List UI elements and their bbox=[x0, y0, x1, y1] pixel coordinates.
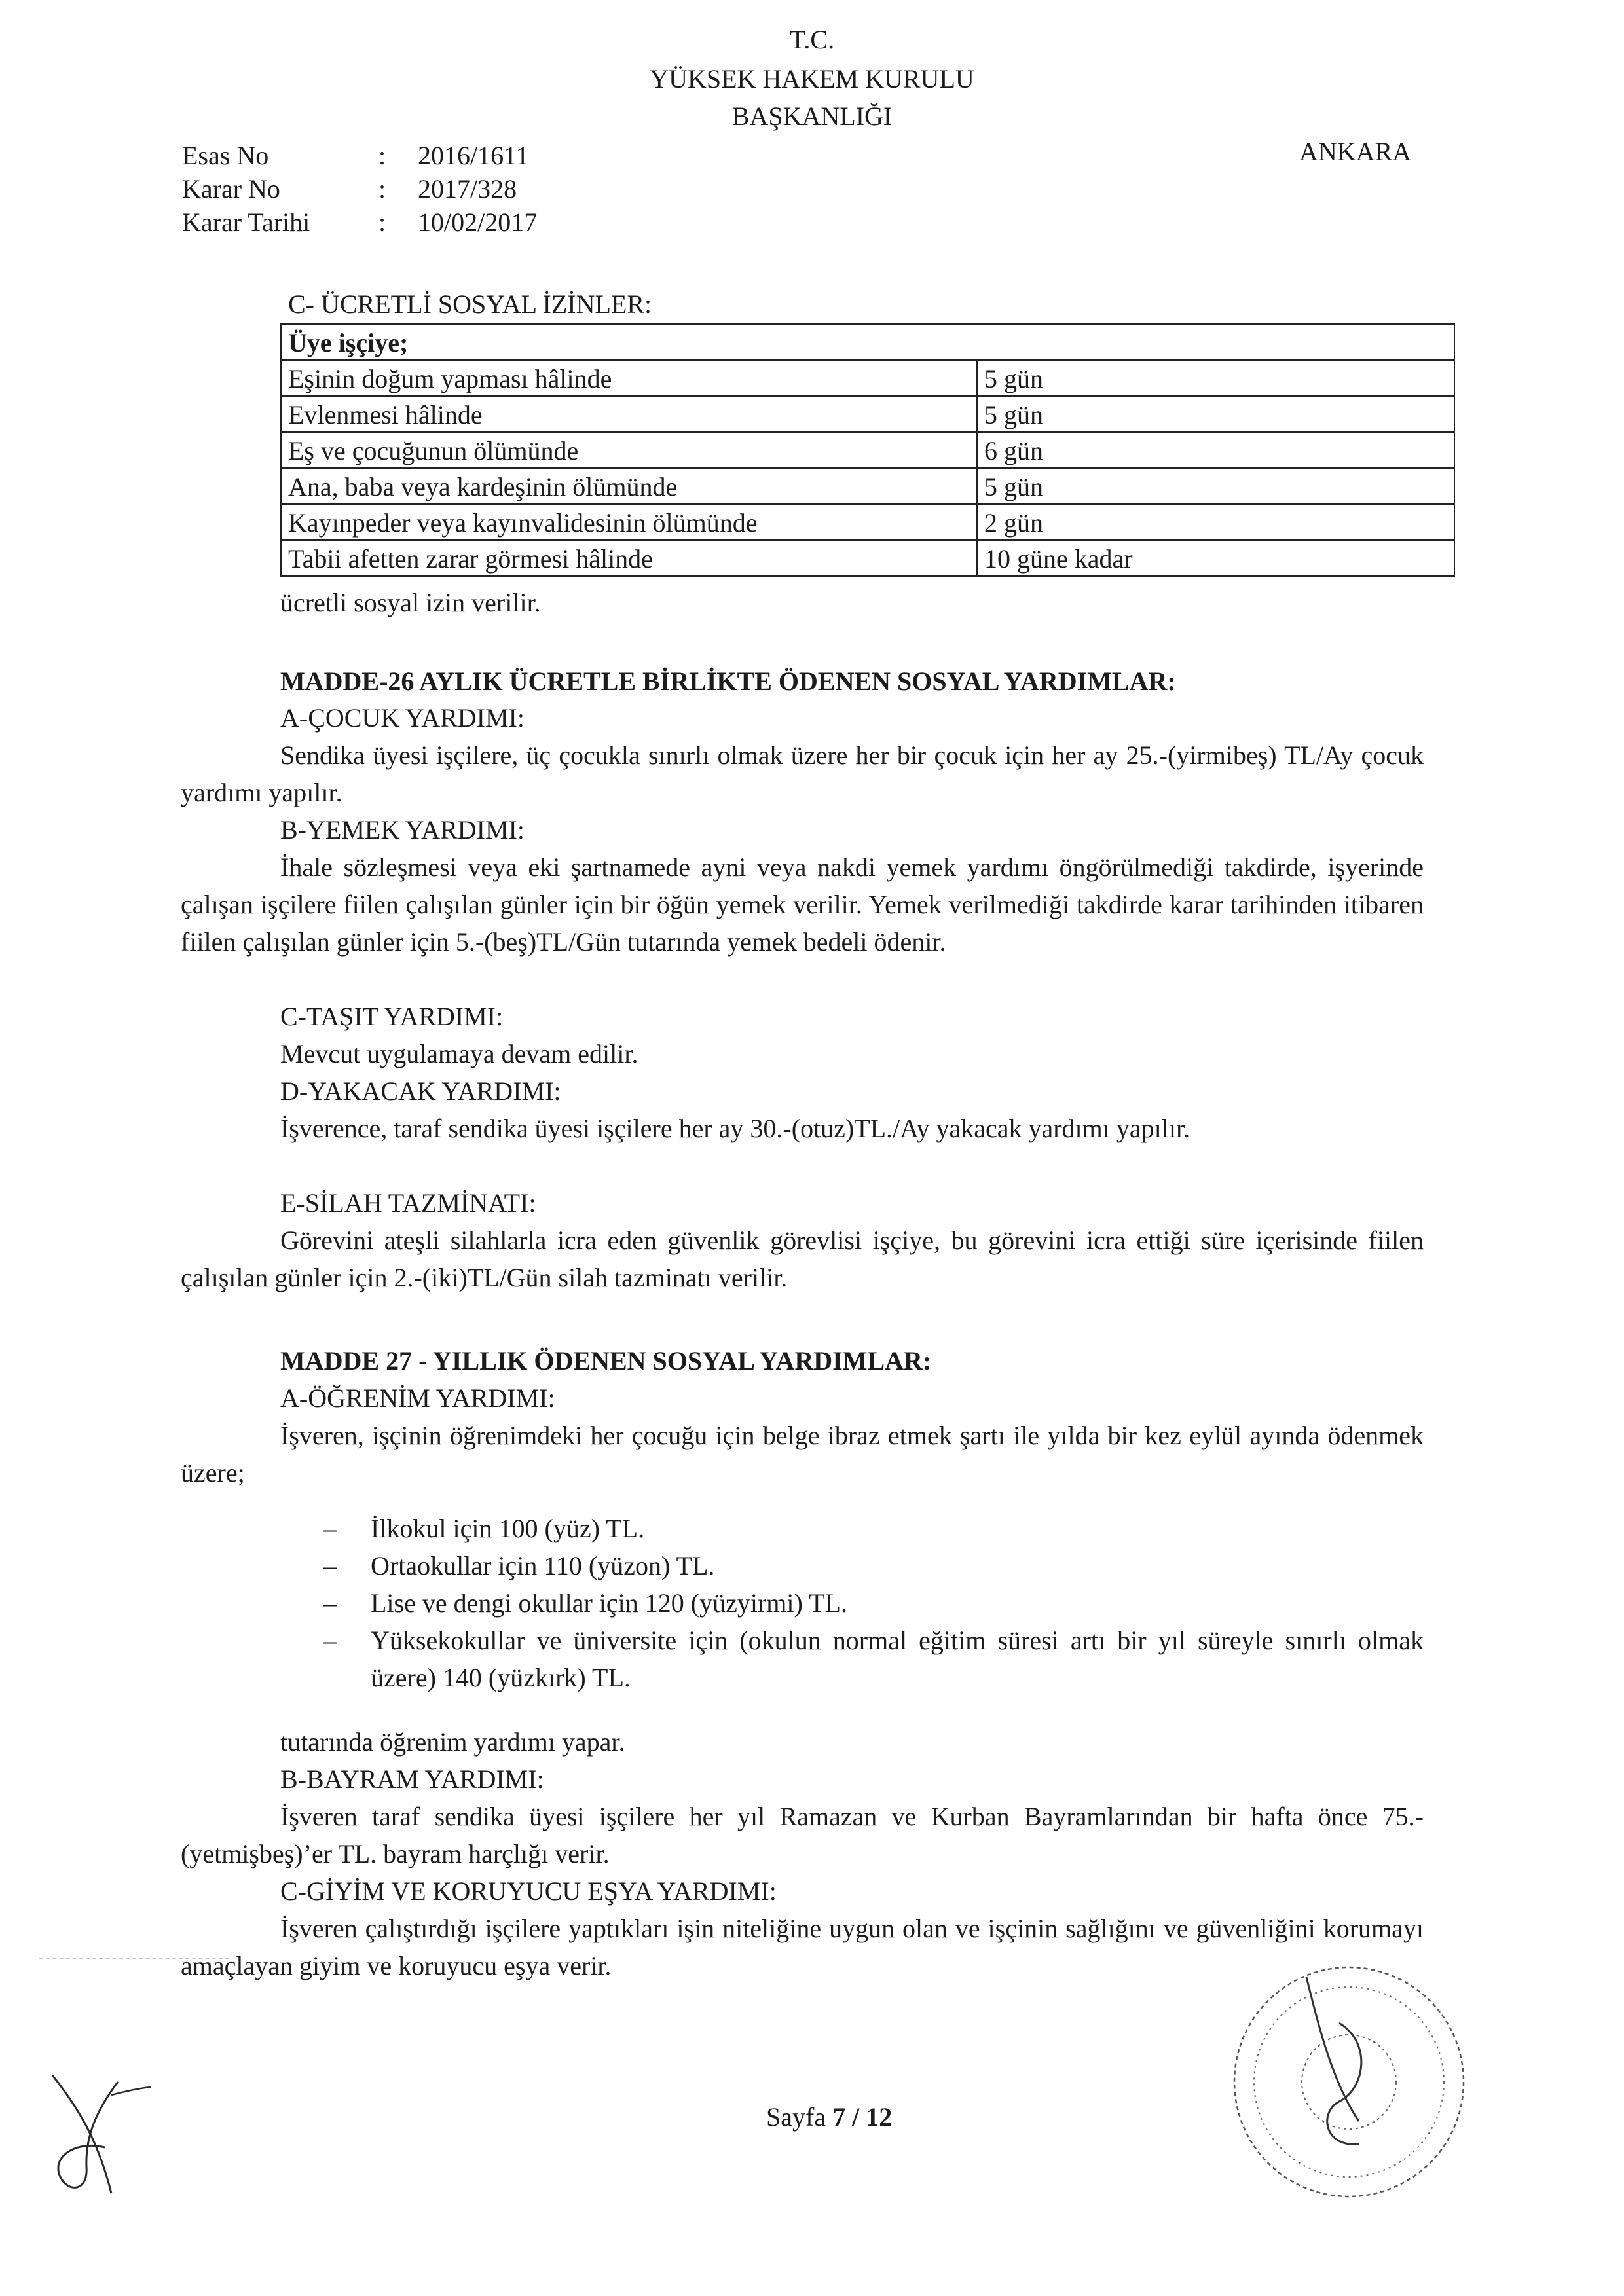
meta-value: 2017/328 bbox=[418, 174, 517, 204]
madde26-c-title: C-TAŞIT YARDIMI: bbox=[280, 1002, 504, 1031]
table-row bbox=[281, 504, 1454, 540]
izin-table bbox=[280, 323, 1455, 577]
izin-durum: Kayınpeder veya kayınvalidesinin ölümünde bbox=[281, 504, 977, 540]
izin-durum: Eşinin doğum yapması hâlinde bbox=[281, 360, 977, 396]
meta-label: Karar No bbox=[182, 174, 280, 204]
madde26-a-title: A-ÇOCUK YARDIMI: bbox=[280, 703, 525, 733]
izin-durum: Ana, baba veya kardeşinin ölümünde bbox=[281, 468, 977, 504]
scan-artifact bbox=[39, 1958, 229, 1959]
page-num: 7 / 12 bbox=[832, 2102, 893, 2132]
izin-durum: Eş ve çocuğunun ölümünde bbox=[281, 432, 977, 468]
table-header-row bbox=[281, 324, 1454, 360]
header-institution: YÜKSEK HAKEM KURULU bbox=[650, 64, 974, 94]
official-seal bbox=[1208, 1951, 1490, 2213]
madde27-title: MADDE 27 - YILLIK ÖDENEN SOSYAL YARDIMLAR: bbox=[280, 1346, 932, 1376]
madde26-title: MADDE-26 AYLIK ÜCRETLE BİRLİKTE ÖDENEN SOSYAL YARDIMLAR: bbox=[280, 666, 1176, 696]
madde26-d-title: D-YAKACAK YARDIMI: bbox=[280, 1076, 561, 1106]
izin-sure: 6 gün bbox=[977, 432, 1454, 468]
izin-durum: Evlenmesi hâlinde bbox=[281, 396, 977, 432]
meta-colon: : bbox=[378, 141, 386, 170]
izinler-title: C- ÜCRETLİ SOSYAL İZİNLER: bbox=[288, 289, 652, 319]
izin-sure: 5 gün bbox=[977, 468, 1454, 504]
case-meta bbox=[182, 139, 537, 239]
meta-value: 2016/1611 bbox=[418, 141, 529, 170]
madde26-b-text: İhale sözleşmesi veya eki şartnamede ayni veya nakdi yemek yardımı öngörülmediği takdirde, işyerinde çalışan işçilere fiilen çalışılan günler için bir öğün yemek verilir. Yemek verilmediği takdirde karar tarihinden itibaren fiilen çalışılan günler için 5.-(beş)TL/Gün tutarında yemek bedeli ödenir. bbox=[181, 852, 1424, 957]
table-row bbox=[281, 468, 1454, 504]
madde27-b-text: İşveren taraf sendika üyesi işçilere her yıl Ramazan ve Kurban Bayramlarından bir hafta önce 75.-(yetmişbeş)’er TL. bayram harçlığı verir. bbox=[181, 1802, 1424, 1868]
meta-colon: : bbox=[378, 208, 386, 237]
table-row bbox=[281, 396, 1454, 432]
izin-sure: 5 gün bbox=[977, 396, 1454, 432]
izin-sure: 2 gün bbox=[977, 504, 1454, 540]
madde26-e-text: Görevini ateşli silahlarla icra eden güvenlik görevlisi işçiye, bu görevini icra ettiği süre içerisinde fiilen çalışılan günler için 2.-(iki)TL/Gün silah tazminatı verilir. bbox=[181, 1226, 1424, 1292]
madde27-a-outro: tutarında öğrenim yardımı yapar. bbox=[280, 1727, 625, 1757]
page-prefix: Sayfa bbox=[766, 2102, 833, 2132]
madde27-a-title: A-ÖĞRENİM YARDIMI: bbox=[280, 1383, 555, 1413]
signature-mark bbox=[39, 2069, 157, 2206]
madde27-a-intro: İşveren, işçinin öğrenimdeki her çocuğu için belge ibraz etmek şartı ile yılda bir kez eylül ayında ödenmek üzere; bbox=[181, 1421, 1424, 1487]
meta-label: Esas No bbox=[182, 141, 269, 170]
madde26-b-title: B-YEMEK YARDIMI: bbox=[280, 815, 525, 845]
madde27-c-title: C-GİYİM VE KORUYUCU EŞYA YARDIMI: bbox=[280, 1876, 777, 1906]
table-head: Üye işçiye; bbox=[281, 324, 1454, 360]
table-row bbox=[281, 540, 1454, 576]
list-item: – İlkokul için 100 (yüz) TL. bbox=[323, 1510, 1424, 1547]
meta-colon: : bbox=[378, 174, 386, 204]
izin-sure: 5 gün bbox=[977, 360, 1454, 396]
meta-label: Karar Tarihi bbox=[182, 208, 310, 237]
header-city: ANKARA bbox=[1299, 137, 1412, 166]
table-row bbox=[281, 360, 1454, 396]
meta-tarih bbox=[182, 206, 537, 239]
header-presidency: BAŞKANLIĞI bbox=[731, 101, 893, 131]
madde27-b-title: B-BAYRAM YARDIMI: bbox=[280, 1764, 544, 1794]
meta-esas bbox=[182, 139, 537, 172]
list-item: – Ortaokullar için 110 (yüzon) TL. bbox=[323, 1547, 1424, 1584]
list-item: – Lise ve dengi okullar için 120 (yüzyirmi) TL. bbox=[323, 1584, 1424, 1622]
izin-durum: Tabii afetten zarar görmesi hâlinde bbox=[281, 540, 977, 576]
madde27-c-text: İşveren çalıştırdığı işçilere yaptıkları işin niteliğine uygun olan ve işçinin sağlığını ve güvenliğini korumayı amaçlayan giyim ve koruyucu eşya verir. bbox=[181, 1914, 1424, 1980]
header-tc: T.C. bbox=[789, 25, 835, 54]
madde26-e-title: E-SİLAH TAZMİNATI: bbox=[280, 1188, 536, 1218]
list-item: – Yüksekokullar ve üniversite için (okulun normal eğitim süresi artı bir yıl süreyle sınırlı olmak üzere) 140 (yüzkırk) TL. bbox=[323, 1622, 1424, 1696]
madde26-c-text: Mevcut uygulamaya devam edilir. bbox=[280, 1039, 638, 1068]
meta-value: 10/02/2017 bbox=[418, 208, 538, 237]
madde26-a-text: Sendika üyesi işçilere, üç çocukla sınırlı olmak üzere her bir çocuk için her ay 25.-(yirmibeş) TL/Ay çocuk yardımı yapılır. bbox=[181, 740, 1424, 807]
okul-list bbox=[323, 1510, 1424, 1696]
izin-sure: 10 güne kadar bbox=[977, 540, 1454, 576]
izinler-footer: ücretli sosyal izin verilir. bbox=[280, 588, 541, 617]
page-number bbox=[766, 2102, 892, 2132]
table-row bbox=[281, 432, 1454, 468]
meta-karar bbox=[182, 172, 537, 206]
madde26-d-text: İşverence, taraf sendika üyesi işçilere her ay 30.-(otuz)TL./Ay yakacak yardımı yapılır. bbox=[280, 1114, 1190, 1143]
